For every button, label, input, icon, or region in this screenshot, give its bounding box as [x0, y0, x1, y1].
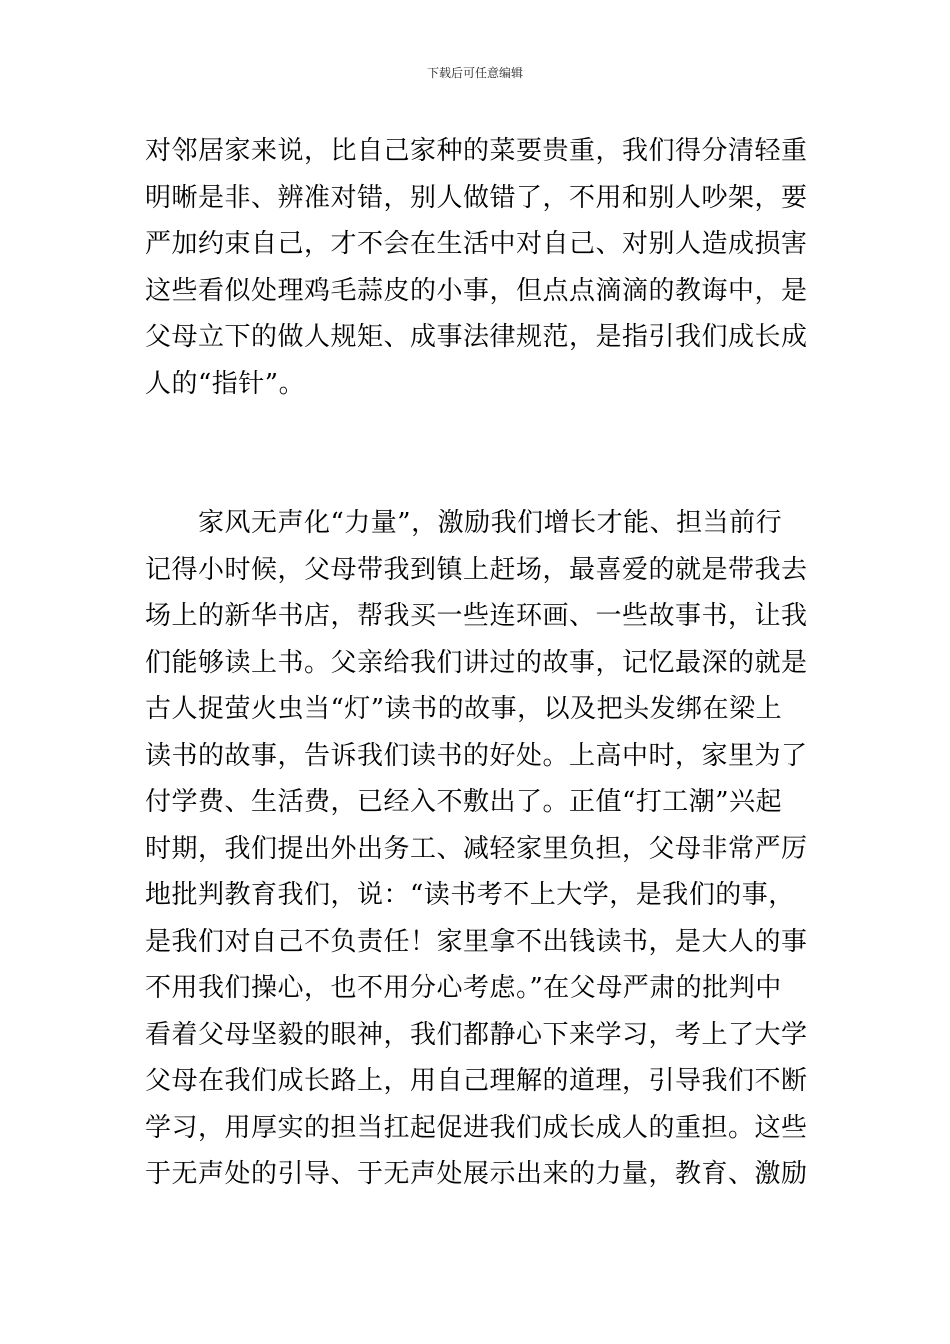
text-line: 父母在我们成长路上，用自己理解的道理，引导我们不断 — [145, 1066, 808, 1096]
text-line: 学习，用厚实的担当扛起促进我们成长成人的重担。这些 — [145, 1112, 808, 1143]
paragraph-2 — [145, 500, 815, 1198]
text-line: 古人捉萤火虫当“灯”读书的故事，以及把头发绑在梁上 — [145, 694, 783, 724]
text-line: 家风无声化“力量”，激励我们增长才能、担当前行 — [198, 508, 783, 538]
paragraph-1 — [145, 128, 815, 407]
text-line: 时期，我们提出外出务工、减轻家里负担，父母非常严厉 — [145, 833, 808, 864]
text-line: 记得小时候，父母带我到镇上赶场，最喜爱的就是带我去 — [145, 554, 808, 585]
text-line: 看着父母坚毅的眼神，我们都静心下来学习，考上了大学 — [145, 1019, 808, 1050]
text-line: 对邻居家来说，比自己家种的菜要贵重，我们得分清轻重 — [145, 136, 808, 166]
text-line: 人的“指针”。 — [145, 368, 306, 399]
text-line: 严加约束自己，才不会在生活中对自己、对别人造成损害 — [145, 229, 808, 259]
text-line: 这些看似处理鸡毛蒜皮的小事，但点点滴滴的教诲中，是 — [145, 275, 808, 306]
paragraph-spacer — [145, 407, 815, 500]
text-line: 于无声处的引导、于无声处展示出来的力量，教育、激励 — [145, 1159, 808, 1189]
text-line: 场上的新华书店，帮我买一些连环画、一些故事书，让我 — [145, 601, 808, 631]
text-line: 付学费、生活费，已经入不敷出了。正值“打工潮”兴起 — [145, 787, 783, 817]
text-line: 读书的故事，告诉我们读书的好处。上高中时，家里为了 — [145, 740, 808, 771]
document-body — [145, 128, 815, 1198]
text-line: 们能够读上书。父亲给我们讲过的故事，记忆最深的就是 — [145, 647, 808, 678]
text-line: 是我们对自己不负责任！家里拿不出钱读书，是大人的事 — [145, 926, 808, 957]
text-line: 不用我们操心，也不用分心考虑。”在父母严肃的批判中 — [145, 973, 782, 1003]
text-line: 地批判教育我们，说：“读书考不上大学，是我们的事， — [145, 880, 795, 910]
text-line: 明晰是非、辨准对错，别人做错了，不用和别人吵架，要 — [145, 182, 808, 213]
page-header: 下载后可任意编辑 — [426, 66, 523, 80]
text-line: 父母立下的做人规矩、成事法律规范，是指引我们成长成 — [145, 322, 808, 352]
